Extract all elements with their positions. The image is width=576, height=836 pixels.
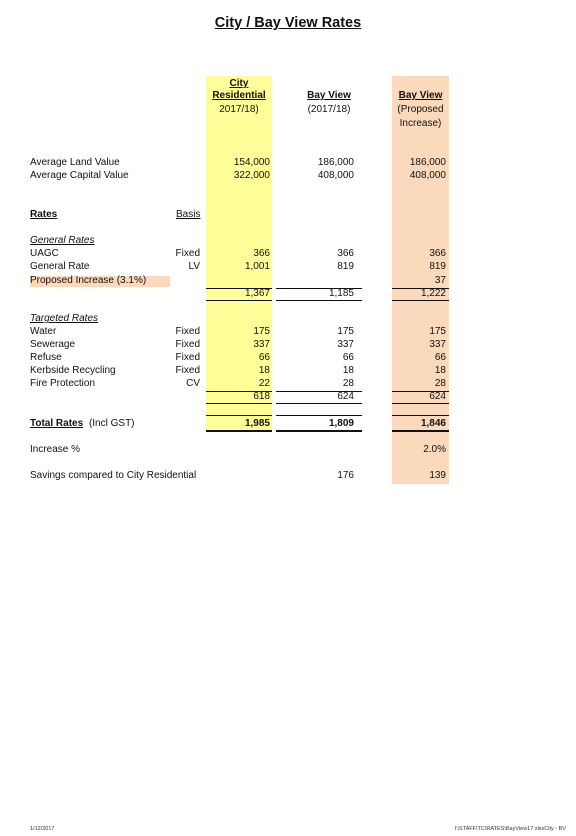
proposed-header-line2: (Proposed bbox=[397, 104, 444, 115]
proposed-header-line1: Bay View bbox=[398, 90, 443, 101]
general-row-basis: Fixed bbox=[175, 248, 200, 259]
general-row-proposed: 366 bbox=[429, 248, 446, 259]
general-row-bayview: 819 bbox=[337, 261, 354, 272]
rates-heading: Rates bbox=[30, 209, 58, 220]
general-rates-heading: General Rates bbox=[30, 235, 95, 246]
subtotal-rule bbox=[276, 403, 362, 404]
targeted-row-proposed: 66 bbox=[434, 352, 446, 363]
capital-value-bayview: 408,000 bbox=[317, 170, 354, 181]
targeted-row-label: Sewerage bbox=[30, 339, 76, 350]
total-rule bbox=[392, 415, 449, 416]
general-subtotal-city: 1,367 bbox=[244, 288, 270, 299]
general-subtotal-bayview: 1,185 bbox=[328, 288, 354, 299]
land-value-label: Average Land Value bbox=[30, 157, 120, 168]
targeted-row-proposed: 337 bbox=[429, 339, 446, 350]
general-row-label: UAGC bbox=[30, 248, 59, 259]
targeted-subtotal-proposed: 624 bbox=[429, 391, 446, 402]
targeted-row-bayview: 18 bbox=[342, 365, 354, 376]
city-header-line2: Residential bbox=[212, 90, 266, 101]
general-row-label: General Rate bbox=[30, 261, 90, 272]
targeted-row-basis: Fixed bbox=[175, 339, 200, 350]
targeted-row-label: Refuse bbox=[30, 352, 62, 363]
targeted-row-city: 22 bbox=[258, 378, 270, 389]
targeted-row-city: 66 bbox=[258, 352, 270, 363]
savings-bayview: 176 bbox=[337, 470, 354, 481]
subtotal-rule bbox=[206, 300, 272, 301]
capital-value-proposed: 408,000 bbox=[409, 170, 446, 181]
targeted-row-bayview: 66 bbox=[342, 352, 354, 363]
city-header-line1: City bbox=[229, 78, 249, 89]
land-value-city: 154,000 bbox=[233, 157, 270, 168]
footer-file-path: I:\STAFF\TC\RATES\BayView17.xlsxCity - BV bbox=[454, 826, 566, 832]
targeted-row-basis: Fixed bbox=[175, 352, 200, 363]
increase-label: Increase % bbox=[30, 444, 81, 455]
increase-proposed: 2.0% bbox=[423, 444, 446, 455]
targeted-row-basis: Fixed bbox=[175, 326, 200, 337]
subtotal-rule bbox=[206, 403, 272, 404]
targeted-row-label: Water bbox=[30, 326, 57, 337]
savings-proposed: 139 bbox=[429, 470, 446, 481]
targeted-row-bayview: 337 bbox=[337, 339, 354, 350]
land-value-bayview: 186,000 bbox=[317, 157, 354, 168]
total-proposed: 1,846 bbox=[420, 418, 446, 429]
total-rates-label: Total Rates bbox=[30, 418, 84, 429]
total-rates-note: (Incl GST) bbox=[88, 418, 135, 429]
targeted-row-basis: CV bbox=[186, 378, 200, 389]
total-double-rule bbox=[276, 430, 362, 432]
proposed-increase-label: Proposed Increase (3.1%) bbox=[30, 275, 147, 286]
total-double-rule bbox=[206, 430, 272, 432]
targeted-row-proposed: 18 bbox=[434, 365, 446, 376]
basis-heading: Basis bbox=[176, 209, 201, 220]
bayview-header-line1: Bay View bbox=[307, 90, 351, 101]
targeted-row-proposed: 28 bbox=[434, 378, 446, 389]
general-row-proposed: 819 bbox=[429, 261, 446, 272]
proposed-increase-value: 37 bbox=[434, 275, 446, 286]
targeted-subtotal-bayview: 624 bbox=[337, 391, 354, 402]
targeted-row-city: 18 bbox=[258, 365, 270, 376]
total-double-rule bbox=[392, 430, 449, 432]
targeted-row-basis: Fixed bbox=[175, 365, 200, 376]
savings-label: Savings compared to City Residential bbox=[30, 470, 197, 481]
targeted-row-label: Kerbside Recycling bbox=[30, 365, 116, 376]
total-rule bbox=[206, 415, 272, 416]
total-rule bbox=[276, 415, 362, 416]
total-rates-row bbox=[30, 418, 135, 430]
targeted-row-proposed: 175 bbox=[429, 326, 446, 337]
general-row-bayview: 366 bbox=[337, 248, 354, 259]
proposed-header-line3: Increase) bbox=[399, 118, 442, 129]
footer-date: 1/12/2017 bbox=[30, 826, 55, 832]
targeted-row-city: 175 bbox=[253, 326, 270, 337]
page-title: City / Bay View Rates bbox=[214, 15, 362, 31]
land-value-proposed: 186,000 bbox=[409, 157, 446, 168]
general-row-city: 366 bbox=[253, 248, 270, 259]
total-bayview: 1,809 bbox=[328, 418, 354, 429]
targeted-row-label: Fire Protection bbox=[30, 378, 96, 389]
subtotal-rule bbox=[276, 300, 362, 301]
total-city: 1,985 bbox=[244, 418, 270, 429]
subtotal-rule bbox=[392, 300, 449, 301]
targeted-row-city: 337 bbox=[253, 339, 270, 350]
targeted-row-bayview: 28 bbox=[342, 378, 354, 389]
targeted-rates-heading: Targeted Rates bbox=[30, 313, 99, 324]
general-row-basis: LV bbox=[188, 261, 200, 272]
subtotal-rule bbox=[392, 403, 449, 404]
city-header-line3: 2017/18) bbox=[219, 104, 259, 115]
general-row-city: 1,001 bbox=[244, 261, 270, 272]
targeted-row-bayview: 175 bbox=[337, 326, 354, 337]
capital-value-label: Average Capital Value bbox=[30, 170, 129, 181]
general-subtotal-proposed: 1,222 bbox=[420, 288, 446, 299]
targeted-subtotal-city: 618 bbox=[253, 391, 270, 402]
bayview-header-line2: (2017/18) bbox=[307, 104, 351, 115]
capital-value-city: 322,000 bbox=[233, 170, 270, 181]
